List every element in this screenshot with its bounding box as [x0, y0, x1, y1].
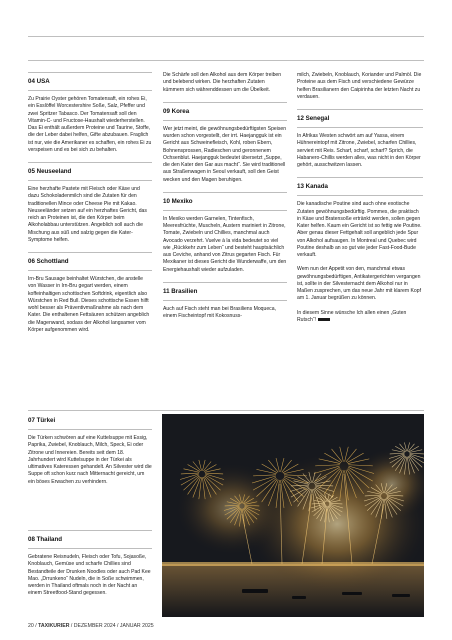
- section-text-korea: Wer jetzt meint, die gewöhnungsbedürftigsten Speisen wurden schon vorgestellt, der irrt. Haejangguk ist ein Gericht aus Schweinefleisch, Kohl, roben Ebern, Bohnensprossen, Radieschen und geronnenem Ochsenblut. Haejangguk bedeutet übersetzt „Suppe, die den Kater den Gar aus macht“. Sie wird traditionell aus Straßenwagen in Seoul verkauft, soll den Geist wecken und den Magen beruhigen.: [163, 125, 287, 183]
- section-divider: [28, 162, 152, 163]
- closing-wish-text: In diesem Sinne wünsche Ich allen einen „Guten Rutsch“!: [297, 309, 407, 324]
- section-heading-kanada: 13 Kanada: [297, 183, 423, 196]
- section-heading-usa: 04 USA: [28, 78, 152, 91]
- page-number: 20: [28, 623, 34, 629]
- page-footer: [28, 620, 424, 632]
- section-separator: [28, 410, 424, 411]
- section-heading-neuseeland: 05 Neuseeland: [28, 168, 152, 181]
- top-rule-secondary: [28, 60, 424, 61]
- end-mark: [318, 318, 330, 321]
- magazine-name: TAXIKURIER: [38, 623, 70, 629]
- fireworks-illustration: [162, 414, 424, 617]
- section-heading-brasilien: 11 Brasilien: [163, 288, 287, 301]
- footer-separator: /: [35, 623, 39, 629]
- section-heading-korea: 09 Korea: [163, 108, 287, 121]
- section-text-brasilien-continued: milch, Zwiebeln, Knoblauch, Koriander und Palmöl. Die Proteine aus dem Fisch und verschiedene Gewürze helfen Brasilianern den Caipirinha der letzten Nacht zu verdauen.: [297, 72, 422, 100]
- section-heading-senegal: 12 Senegal: [297, 115, 423, 128]
- top-rule: [28, 36, 424, 37]
- footer-separator-2: /: [70, 623, 74, 629]
- section-text-usa: Zu Prairie Oyster gehören Tomatensaft, ein rohes Ei, ein Esslöffel Worcestershire Soße, Salz, Pfeffer und zwei Spritzer Tabasco. Der Tomatensaft soll den Vitamin-C- und Fructose-Haushalt wiederherstellen. Das Ei enthält außerdem Proteine und Taurine, Stoffe, die der Leber dabei helfen, Gifte abzubauen. Fraglich ist nur, wie die Amerikaner es schaffen, ein rohes Ei zu verspeisen und es bei sich zu behalten.: [28, 96, 152, 153]
- column-middle: [163, 72, 287, 320]
- section-divider: [163, 102, 287, 103]
- column-left: [28, 72, 152, 334]
- section-text-continued: Die Schärfe soll den Alkohol aus dem Körper treiben und belebend wirken. Die herzhaften Zutaten kümmern sich währenddessen um die Übelkeit.: [163, 72, 282, 93]
- column-lower-left: [28, 417, 152, 486]
- section-text-mexiko: In Mexiko werden Garnelen, Tintenfisch, Meeresfrüchte, Muscheln, Austern mariniert in Zitrone, Tomate, Zwiebeln und Chillies, manchmal auch Avocado verzehrt. Vuelve à la vida bedeutet so viel wie „Rückkehr zum Leben“ und besteht hauptsächlich aus Ceviche, anhand von Zitrus gegarten Fisch. Für Mexikaner ist dieses Gericht die Wunderwaffe, um den Energiehaushalt wieder aufzuladen.: [163, 215, 287, 273]
- section-text-brasilien: Auch auf Fisch steht man bei Brasiliens Moqueca, einem Fischeintopf mit Kokosnuss-: [163, 305, 276, 319]
- section-text-tuerkei: Die Türken schwören auf eine Kuttelsuppe mit Essig, Paprika, Zwiebel, Knoblauch, Milch, Speck, Ei oder Zitrone und Innereien. Bereits seit dem 18. Jahrhundert wird Kuttelsuppe in der Türkei als ultimatives Kateressen gehandelt. An Silvester wird die Suppe oft schon kurz nach Mitternacht gereicht, um ein böses Erwachen zu verhindern.: [28, 435, 152, 485]
- section-text-schottland: Irn-Bru Sausage beinhaltet Würstchen, die anstelle von Wasser in Irn-Bru gegart werden, einem koffeinhaltigen schottischen Softdrink, eigentlich also Würstchen in Red Bull. Dieses schottische Essen hilft wohl besser als Präventivmaßnahme als nach dem Kater. Die enthaltenen Fettsäuren schützen angeblich die Magenwand, sodass der Alkohol langsamer vom Körper aufgenommen wird.: [28, 276, 150, 333]
- closing-wish: [297, 310, 423, 325]
- section-text-neuseeland: Eine herzhafte Pastete mit Fleisch oder Käse und dazu Schokoladenmilch sind die Zutaten für den traditionellen Mince oder Cheese Pie mit Kakao. Neuseeländer setzen auf ein herzhaftes Gericht, das reich an Proteinen ist, die den Körper beim Alkoholabbau unterstützen. Angeblich soll auch die Mischung aus süß und salzig gegen die Kater-Symptome helfen.: [28, 186, 147, 243]
- section-text-kanada-2: Wem nun der Appetit von den, manchmal etwas gewöhnungsbedürftigen, Antikatergerichten vergangen ist, sollte in der Silvesternacht dem Alkohol nur in Maßen zusprechen, um das neue Jahr mit klarem Kopf am 1. Januar begrüßen zu können.: [297, 266, 422, 302]
- section-divider: [28, 530, 152, 531]
- section-heading-thailand: 08 Thailand: [28, 536, 152, 549]
- section-divider: [297, 109, 423, 110]
- section-heading-tuerkei: 07 Türkei: [28, 417, 152, 430]
- section-heading-mexiko: 10 Mexiko: [163, 198, 287, 211]
- section-divider: [28, 252, 152, 253]
- section-text-kanada: Die kanadische Poutine sind auch ohne exotische Zutaten gewöhnungsbedürftig. Pommes, die praktisch in Käse und Bratensoße ertränkt werden, sollen gegen Kater helfen. Kaum ein Gericht ist so fettig wie Poutine. Aber genau dieser Fettgehalt soll angeblich jede Spur von Alkohol aufsaugen. In Montreal und Quebec wird Poutine deshalb an so gut wie jeder Fast-Food-Bude verkauft.: [297, 201, 422, 258]
- shoreline-glow: [162, 562, 424, 566]
- column-right: [297, 72, 423, 324]
- column-lower-left-2: [28, 530, 152, 598]
- section-text-thailand: Gebratene Reisnudeln, Fleisch oder Tofu, Sojasoße, Knoblauch, Gemüse und scharfe Chillies sind Bestandteile der Drunken Noodles oder auch Pad Kee Mao. „Drrunkeno“ Nudeln, die in Soße schwimmen, werden in Thailand oftmals noch in der Nacht an einem Streetfood-Stand gegessen.: [28, 554, 151, 597]
- section-divider: [28, 72, 152, 73]
- section-divider: [163, 192, 287, 193]
- section-divider: [297, 177, 423, 178]
- section-text-senegal: In Afrikas Westen schwört am auf Yassa, einem Hühnereintopf mit Zitrone, Zwiebel, scharfen Chillies, serviert mit Reis. Scharf, scharf, scharf? Sprich, die Habanero-Chillis werden alles, was nicht in den Körper gehört, ausschwitzen lassen.: [297, 133, 421, 168]
- fireworks-photo: [162, 414, 424, 617]
- section-divider: [163, 282, 287, 283]
- section-heading-schottland: 06 Schottland: [28, 258, 152, 271]
- issue-date: DEZEMBER 2024 / JANUAR 2025: [73, 623, 154, 629]
